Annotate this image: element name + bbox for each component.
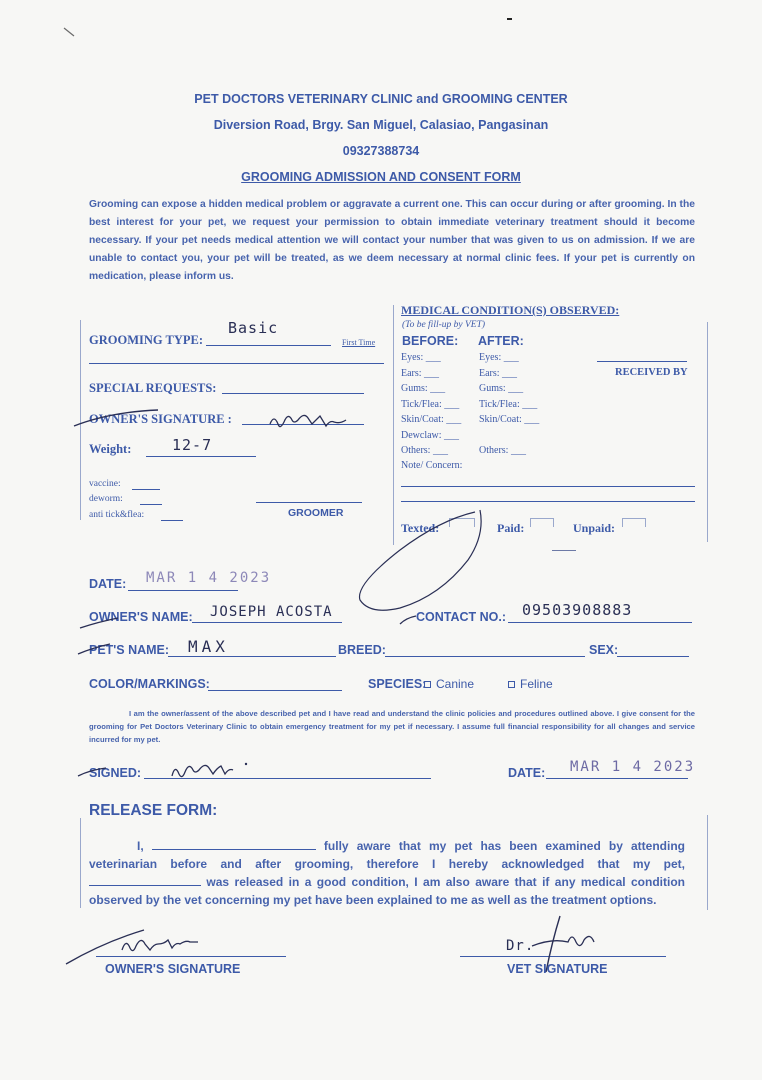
paid-label: Paid: [497, 521, 525, 535]
release-title: RELEASE FORM: [89, 802, 218, 819]
signed-date-stamp: MAR 1 4 2023 [570, 759, 696, 775]
pet-name-value: MAX [188, 637, 229, 656]
unpaid-box[interactable] [622, 518, 646, 527]
grooming-type-value: Basic [228, 319, 279, 337]
owner-name-value: JOSEPH ACOSTA [210, 604, 333, 620]
before-label: BEFORE: [402, 334, 459, 348]
weight-line [146, 456, 256, 457]
medical-subtitle: (To be fill-up by VET) [402, 320, 486, 330]
signed-handwriting [76, 756, 276, 784]
feline-label: Feline [520, 677, 553, 691]
before-item: Gums: ___ [401, 383, 446, 394]
after-item: Eyes: ___ [479, 352, 519, 363]
vaccine-label: vaccine: [89, 479, 121, 489]
after-item: Tick/Flea: ___ [479, 398, 538, 410]
weight-value: 12-7 [172, 436, 213, 454]
form-title: GROOMING ADMISSION AND CONSENT FORM [241, 170, 521, 184]
pet-name-label: PET'S NAME: [89, 643, 170, 657]
deworm-line [140, 504, 162, 505]
color-label: COLOR/MARKINGS: [89, 677, 210, 691]
owner-signature-label: OWNER'S SIGNATURE : [89, 412, 232, 426]
signed-label: SIGNED: [89, 766, 142, 780]
unpaid-label: Unpaid: [573, 521, 616, 535]
after-item: Ears: ___ [479, 367, 518, 379]
pet-name-line [168, 656, 336, 657]
release-right-border [707, 815, 708, 910]
signed-date-label: DATE: [508, 766, 546, 780]
strike-marks [78, 612, 418, 632]
color-line [208, 690, 342, 691]
sex-label: SEX: [589, 643, 619, 657]
received-by-label: RECEIVED BY [615, 367, 688, 378]
date-label: DATE: [89, 577, 127, 591]
contact-line [508, 622, 692, 623]
contact-label: CONTACT NO.: [416, 610, 507, 624]
clinic-address: Diversion Road, Brgy. San Miguel, Calasiao, Pangasinan [213, 118, 549, 132]
breed-label: BREED: [338, 643, 386, 657]
owner-name-label: OWNER'S NAME: [89, 610, 193, 624]
scan-mark [60, 22, 90, 42]
contact-value: 09503908883 [522, 601, 633, 619]
groomer-label: GROOMER [288, 507, 344, 519]
sex-line [617, 656, 689, 657]
anti-tick-line [161, 520, 183, 521]
medical-title: MEDICAL CONDITION(S) OBSERVED: [401, 303, 620, 317]
pet-strike-mark [76, 640, 116, 660]
vet-signature-label: VET SIGNATURE [507, 962, 608, 976]
weight-label: Weight: [89, 442, 132, 456]
texted-label: Texted: [401, 521, 440, 535]
date-stamp: MAR 1 4 2023 [146, 570, 272, 586]
special-requests-label: SPECIAL REQUESTS: [89, 381, 217, 395]
after-list [479, 350, 539, 459]
before-item: Skin/Coat: ___ [401, 414, 462, 425]
consent-paragraph: I am the owner/assent of the above described pet and I have read and understand the clinic policies and procedures outlined above. I give consent for the grooming for Pet Doctors Veterinary Clinic to obtain emergency treatment for my pet if necessary. I assume full financial responsibility for all changes and service incurred for my pet. [89, 709, 695, 744]
after-item: Others: ___ [479, 445, 526, 456]
clinic-phone: 09327388734 [342, 144, 420, 158]
received-by-line [597, 361, 687, 362]
date-line [128, 590, 238, 591]
feline-checkbox[interactable] [508, 681, 515, 688]
clinic-name: PET DOCTORS VETERINARY CLINIC and GROOMING CENTER [194, 92, 568, 106]
hand-drawn-loop [330, 500, 500, 620]
owner-signature-handwriting [70, 400, 370, 435]
intro-paragraph: Grooming can expose a hidden medical problem or aggravate a current one. This can occur during or after grooming. In the best interest for your pet, we request your permission to obtain immediate veterinary treatment should it become necessary. If your pet needs medical attention we will contact your number that was given to us on admission. If we are unable to contact you, your pet will be treated, as we deem necessary at normal clinic fees. If your pet is currently on medication, please inform us. [89, 199, 695, 282]
vaccine-line [132, 489, 160, 490]
release-owner-blank[interactable] [152, 838, 316, 850]
grooming-type-line [206, 345, 331, 346]
before-item: Others: ___ [401, 445, 448, 456]
after-item: Gums: ___ [479, 383, 524, 394]
species-label: SPECIES: [368, 677, 427, 691]
small-mark [552, 550, 576, 551]
release-left-border [80, 818, 81, 908]
before-item: Tick/Flea: ___ [401, 398, 460, 410]
before-item: Dewclaw: ___ [401, 429, 460, 441]
deworm-label: deworm: [89, 494, 123, 504]
after-item: Skin/Coat: ___ [479, 414, 540, 425]
grooming-extra-line [89, 363, 384, 364]
special-requests-line [222, 393, 364, 394]
vet-signature-prefix: Dr. [506, 938, 535, 954]
after-label: AFTER: [478, 334, 524, 348]
note-label: Note/ Concern: [401, 460, 463, 471]
before-item: Ears: ___ [401, 367, 440, 379]
before-list [401, 350, 461, 459]
right-border [707, 322, 708, 542]
signed-date-line [546, 778, 688, 779]
anti-tick-label: anti tick&flea: [89, 510, 145, 520]
canine-label: Canine [436, 677, 475, 691]
grooming-type-label: GROOMING TYPE: [89, 333, 204, 347]
release-pet-blank[interactable] [89, 874, 201, 886]
breed-line [385, 656, 585, 657]
paid-box[interactable] [530, 518, 554, 527]
owner-signature-bottom-label: OWNER'S SIGNATURE [105, 962, 241, 976]
note-line-1 [401, 486, 695, 487]
scan-dot [507, 18, 512, 20]
before-item: Eyes: ___ [401, 352, 441, 363]
canine-checkbox[interactable] [424, 681, 431, 688]
first-time-label: First Time [342, 338, 376, 347]
release-paragraph: I, fully aware that my pet has been examined by attending veterinarian before and after grooming, therefore I hereby acknowledged that my pet, was released in a good condition, I am also aware that if any medical condition observed by the vet concerning my pet have been explained to me as well as the treatment options. [89, 839, 685, 907]
